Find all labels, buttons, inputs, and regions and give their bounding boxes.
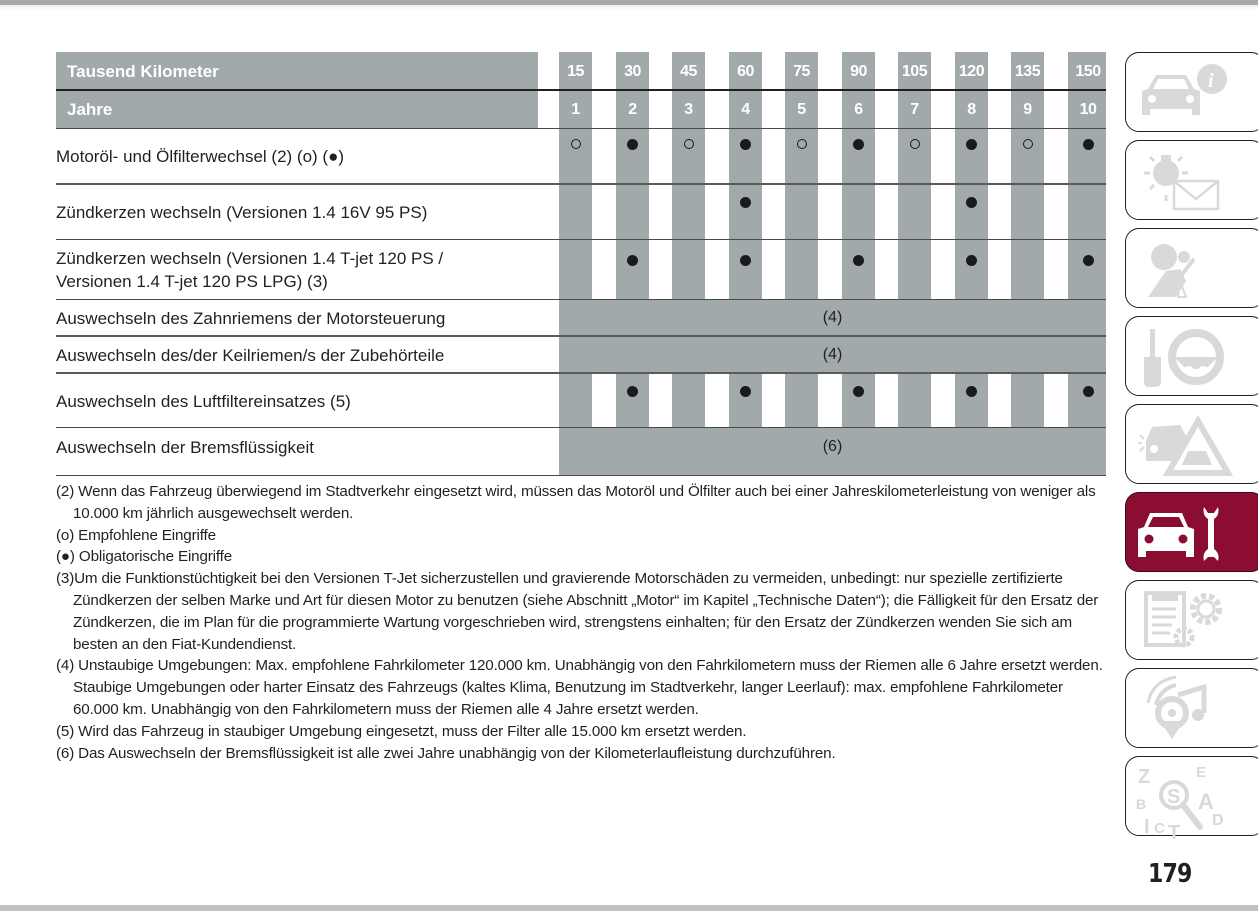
km-120: 120	[958, 63, 985, 80]
warning-light-message-icon	[1136, 147, 1246, 213]
open-circle-icon	[910, 139, 920, 149]
open-circle-icon	[684, 139, 694, 149]
year-5: 5	[797, 101, 806, 118]
year-8: 8	[967, 101, 976, 118]
footnote-recommended: (o) Empfohlene Eingriffe	[56, 526, 216, 544]
filled-circle-icon	[627, 255, 638, 266]
car-info-icon	[1136, 59, 1246, 125]
km-135: 135	[1014, 63, 1041, 80]
row-label-spark-plugs-tjet	[56, 247, 536, 293]
year-9: 9	[1023, 101, 1032, 118]
svg-text:S: S	[1167, 786, 1181, 808]
filled-circle-icon	[853, 386, 864, 397]
filled-circle-icon	[1083, 139, 1094, 150]
mark-mandatory	[729, 384, 762, 400]
footnote-3: (3)Um die Funktionstüchtigkeit bei den Versionen T-Jet sicherzustellen und gravierende Motorschäden zu vermeiden, unbedingt: nur spezielle zertifizierte Zündkerzen der selben Marke und Art für diesen Motor zu benutzen (siehe Abschnitt „Motor“ im Kapitel „Technische Daten“); die Fälligkeit für den Ersatz der Zündkerzen, die im Plan für die programmierte Wartung vorgeschrieben wird, strengstens einhalten; für den Ersatz der Zündkerzen wenden Sie sich am besten an den Fiat-Kundendienst.	[56, 570, 1099, 653]
svg-text:E: E	[1196, 764, 1207, 781]
specs-gears-icon	[1136, 587, 1246, 653]
open-circle-icon	[571, 139, 581, 149]
footnote-6: (6) Das Auswechseln der Bremsflüssigkeit ist alle zwei Jahre unabhängig von der Kilometerlaufleistung durchzuführen.	[56, 744, 836, 762]
divider	[56, 475, 1106, 476]
filled-circle-icon	[853, 139, 864, 150]
filled-circle-icon	[966, 386, 977, 397]
mark-mandatory	[1070, 384, 1106, 400]
row-label-timing-belt: Auswechseln des Zahnriemens der Motorsteuerung	[56, 309, 446, 328]
open-circle-icon	[797, 139, 807, 149]
mark-recommended	[1011, 136, 1044, 152]
airbag-seatbelt-icon	[1136, 235, 1246, 301]
mark-recommended	[559, 136, 592, 152]
mark-mandatory	[1070, 137, 1106, 153]
car-emergency-triangle-icon	[1136, 411, 1246, 477]
chapter-tab-starting-driving[interactable]	[1125, 316, 1258, 396]
mark-mandatory	[955, 195, 988, 211]
open-circle-icon	[1023, 139, 1033, 149]
chapter-tab-emergency[interactable]	[1125, 404, 1258, 484]
mark-mandatory	[729, 137, 762, 153]
km-75: 75	[793, 63, 810, 80]
filled-circle-icon	[740, 139, 751, 150]
mark-mandatory	[955, 253, 988, 269]
year-7: 7	[910, 101, 919, 118]
svg-text:B: B	[1136, 796, 1147, 812]
mark-mandatory	[729, 195, 762, 211]
divider	[56, 183, 1106, 185]
svg-text:T: T	[1168, 822, 1181, 839]
km-90: 90	[850, 63, 867, 80]
chapter-tab-dashboard-lights[interactable]	[1125, 140, 1258, 220]
row-label-oil-change: Motoröl- und Ölfilterwechsel (2) (o) (●)	[56, 147, 345, 166]
row-label-spark-plugs-16v: Zündkerzen wechseln (Versionen 1.4 16V 95 PS)	[56, 203, 428, 222]
mark-mandatory	[616, 137, 649, 153]
page-number: 179	[1148, 859, 1192, 889]
chapter-tab-multimedia[interactable]	[1125, 668, 1258, 748]
km-15: 15	[567, 63, 584, 80]
mark-mandatory	[955, 137, 988, 153]
mark-mandatory	[842, 253, 875, 269]
mark-recommended	[672, 136, 705, 152]
km-60: 60	[737, 63, 754, 80]
accessory-belt-note: (4)	[559, 337, 1106, 372]
year-2: 2	[628, 101, 637, 118]
year-10: 10	[1079, 101, 1097, 118]
row-label-line: Zündkerzen wechseln (Versionen 1.4 T-jet 120 PS /	[56, 249, 444, 268]
row-label-air-filter: Auswechseln des Luftfiltereinsatzes (5)	[56, 392, 351, 411]
divider	[56, 128, 1106, 129]
brake-fluid-note: (6)	[559, 428, 1106, 475]
key-steering-wheel-icon	[1136, 323, 1246, 389]
footnote-5: (5) Wird das Fahrzeug in staubiger Umgebung eingesetzt, muss der Filter alle 15.000 km ersetzt werden.	[56, 722, 747, 740]
year-3: 3	[684, 101, 693, 118]
row-label-accessory-belt: Auswechseln des/der Keilriemen/s der Zubehörteile	[56, 346, 445, 365]
timing-belt-note: (4)	[559, 300, 1106, 335]
year-6: 6	[854, 101, 863, 118]
svg-text:I: I	[1144, 816, 1150, 838]
svg-text:A: A	[1198, 789, 1214, 814]
top-shadow	[0, 5, 1258, 10]
mark-mandatory	[842, 384, 875, 400]
svg-text:Z: Z	[1138, 766, 1151, 788]
mark-mandatory	[842, 137, 875, 153]
year-4: 4	[741, 101, 750, 118]
divider	[56, 372, 1106, 374]
row-label-line: Versionen 1.4 T-jet 120 PS LPG) (3)	[56, 272, 328, 291]
chapter-tab-safety[interactable]	[1125, 228, 1258, 308]
mark-mandatory	[955, 384, 988, 400]
km-45: 45	[680, 63, 697, 80]
year-1: 1	[571, 101, 580, 118]
chapter-tab-vehicle-info[interactable]	[1125, 52, 1258, 132]
chapter-tab-technical-data[interactable]	[1125, 580, 1258, 660]
filled-circle-icon	[740, 386, 751, 397]
mark-recommended	[898, 136, 931, 152]
km-105: 105	[901, 63, 928, 80]
row-label-brake-fluid: Auswechseln der Bremsflüssigkeit	[56, 438, 314, 457]
svg-text:C: C	[1154, 820, 1165, 837]
filled-circle-icon	[853, 255, 864, 266]
filled-circle-icon	[966, 255, 977, 266]
mark-recommended	[785, 136, 818, 152]
multimedia-music-icon	[1136, 675, 1246, 741]
mark-mandatory	[616, 253, 649, 269]
svg-text:i: i	[1208, 70, 1214, 92]
km-30: 30	[624, 63, 641, 80]
bottom-border	[0, 905, 1258, 911]
footnote-4: (4) Unstaubige Umgebungen: Max. empfohlene Fahrkilometer 120.000 km. Unabhängig von den Fahrkilometern muss der Riemen alle 6 Jahre ersetzt werden. Staubige Umgebungen oder harter Einsatz des Fahrzeugs (kaltes Klima, Benutzung im Stadtverkehr, langer Leerlauf): max. empfohlene Fahrkilometer 60.000 km. Unabhängig von den Fahrkilometern muss der Riemen alle 4 Jahre ersetzt werden.	[56, 657, 1103, 718]
chapter-tab-index[interactable]	[1125, 756, 1258, 839]
filled-circle-icon	[740, 197, 751, 208]
filled-circle-icon	[966, 197, 977, 208]
divider	[56, 239, 1106, 240]
filled-circle-icon	[740, 255, 751, 266]
chapter-tab-maintenance[interactable]	[1125, 492, 1258, 572]
footnote-mandatory: (●) Obligatorische Eingriffe	[56, 548, 233, 566]
filled-circle-icon	[1083, 386, 1094, 397]
header-years-label: Jahre	[56, 91, 538, 128]
mark-mandatory	[729, 253, 762, 269]
footnotes	[56, 481, 1106, 764]
filled-circle-icon	[1083, 255, 1094, 266]
header-kilometers-label: Tausend Kilometer	[56, 52, 538, 90]
mark-mandatory	[616, 384, 649, 400]
filled-circle-icon	[627, 386, 638, 397]
footnote-2: (2) Wenn das Fahrzeug überwiegend im Stadtverkehr eingesetzt wird, müssen das Motoröl und Ölfilter auch bei einer Jahreskilometerleistung von weniger als 10.000 km jährlich ausgewechselt werden.	[56, 483, 1096, 522]
car-wrench-maintenance-icon	[1136, 499, 1246, 565]
km-150: 150	[1075, 63, 1101, 80]
mark-mandatory	[1070, 253, 1106, 269]
svg-text:D: D	[1212, 812, 1224, 829]
filled-circle-icon	[627, 139, 638, 150]
filled-circle-icon	[966, 139, 977, 150]
alphabetical-index-search-icon	[1136, 763, 1246, 839]
